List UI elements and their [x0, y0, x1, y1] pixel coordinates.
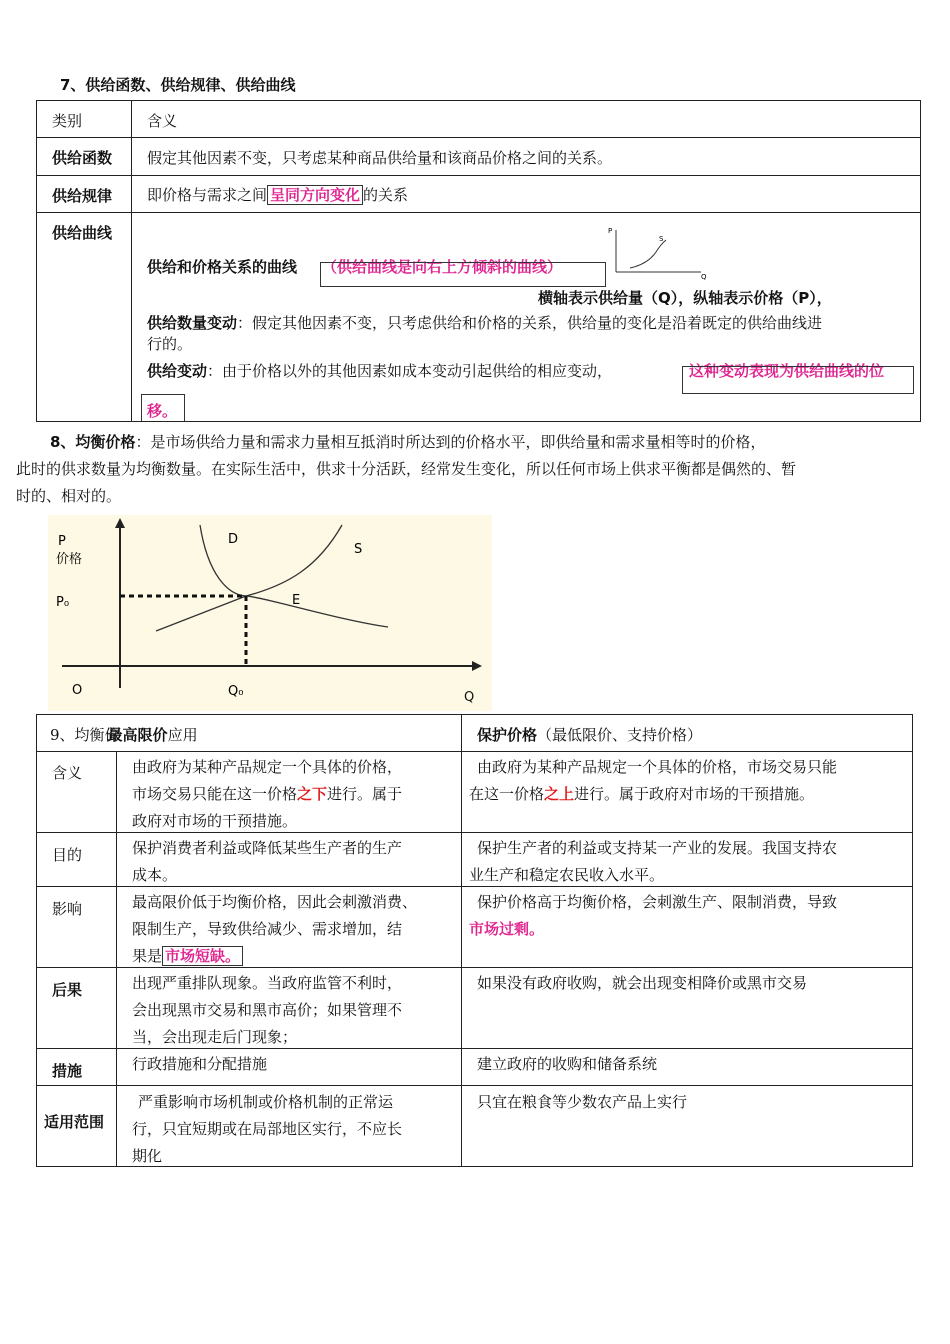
col-category-header: 类别 [52, 112, 83, 130]
mini-y-label: P [608, 227, 613, 235]
supply-curve-note: （供给曲线是向右上方倾斜的曲线） [322, 258, 563, 276]
supply-curve-line1: 供给和价格关系的曲线 [147, 258, 298, 276]
row-scope-label: 适用范围 [44, 1113, 105, 1131]
surplus-highlight: 市场过剩。 [469, 920, 545, 938]
row-meaning-max: 由政府为某种产品规定一个具体的价格， 市场交易只能在这一价格之下进行。属于 政府对市场的干预措施。 [132, 758, 403, 830]
origin-label: O [72, 683, 83, 698]
row-consequence-label: 后果 [52, 981, 83, 999]
table-header-right: 保护价格（最低限价、支持价格） [477, 726, 703, 744]
row-impact-label: 影响 [52, 900, 83, 918]
section8-title: 8、均衡价格 [50, 433, 136, 451]
row-measures-min: 建立政府的收购和储备系统 [477, 1055, 658, 1073]
supply-curve-axes: 横轴表示供给量（Q），纵轴表示价格（P）， [538, 289, 832, 307]
axis-label-price: 价格 [56, 552, 83, 567]
row-purpose-max: 保护消费者利益或降低某些生产者的生产 成本。 [132, 839, 403, 884]
chart-background [48, 515, 492, 711]
supply-change-box-2 [141, 394, 185, 421]
supply-function-text: 假定其他因素不变，只考虑某种商品供给量和该商品价格之间的关系。 [147, 149, 613, 167]
demand-label: D [228, 532, 239, 547]
supply-function-label: 供给函数 [52, 149, 113, 167]
axis-label-q: Q [464, 690, 475, 705]
section8-line3: 时的、相对的。 [16, 487, 122, 505]
q0-label: Q₀ [228, 684, 244, 699]
supply-change: 供给变动：由于价格以外的其他因素如成本变动引起供给的相应变动， [147, 362, 613, 380]
max-price-label: 最高限价 [107, 726, 168, 744]
supply-law-highlight: 呈同方向变化 [267, 185, 363, 205]
supply-curve-note-box [320, 262, 606, 287]
shortage-highlight: 市场短缺。 [162, 946, 243, 966]
row-measures-max: 行政措施和分配措施 [132, 1055, 268, 1073]
row-purpose-label: 目的 [52, 846, 83, 864]
supply-curve-label: 供给曲线 [52, 224, 113, 242]
supply-change-highlight-1: 这种变动表现为供给曲线的位 [689, 362, 885, 380]
supply-law-label: 供给规律 [52, 187, 113, 205]
row-impact-min: 保护价格高于均衡价格，会刺激生产、限制消费，导致 市场过剩。 [469, 889, 909, 943]
supply-law-text: 即价格与需求之间 呈同方向变化 的关系 [147, 186, 409, 204]
supply-change-highlight-2: 移。 [147, 402, 178, 420]
section8-line2: 此时的供求数量为均衡数量。在实际生活中，供求十分活跃，经常发生变化，所以任何市场上供求平衡都是偶然的、暂 [16, 460, 797, 478]
row-scope-min: 只宜在粮食等少数农产品上实行 [477, 1093, 688, 1111]
support-price-label: 保护价格 [477, 726, 538, 744]
equilibrium-chart [48, 515, 492, 711]
col-meaning-header: 含义 [147, 112, 178, 130]
supply-qty-change: 供给数量变动：假定其他因素不变，只考虑供给和价格的关系，供给量的变化是沿着既定的供给曲线进 行的。 [147, 314, 823, 353]
section7-heading: 7、供给函数、供给规律、供给曲线 [60, 76, 296, 94]
row-consequence-max: 出现严重排队现象。当政府监管不利时， 会出现黑市交易和黑市高价；如果管理不 当，会出现走后门现象； [132, 974, 403, 1046]
row-consequence-min: 如果没有政府收购，就会出现变相降价或黑市交易 [477, 974, 808, 992]
row-scope-max: 严重影响市场机制或价格机制的正常运 行，只宜短期或在局部地区实行，不应长 期化 [132, 1093, 403, 1165]
supply-label: S [354, 542, 363, 557]
p0-label: P₀ [56, 595, 70, 610]
equilibrium-label: E [292, 593, 301, 608]
row-meaning-label: 含义 [52, 764, 83, 782]
mini-x-label: Q [701, 273, 707, 280]
row-measures-label: 措施 [52, 1062, 83, 1080]
mini-supply-curve [630, 240, 666, 268]
mini-supply-chart [606, 224, 716, 280]
section8-paragraph: 8、均衡价格：是市场供给力量和需求力量相互抵消时所达到的价格水平，即供给量和需求量相等时的价格， [50, 433, 766, 451]
row-meaning-min: 由政府为某种产品规定一个具体的价格，市场交易只能 在这一价格之上进行。属于政府对市场的干预措施。 [469, 758, 838, 803]
supply-change-box [682, 366, 914, 394]
table-header-left: 9、均衡价最高限价应用 [50, 726, 198, 744]
row-impact-max: 最高限价低于均衡价格，因此会刺激消费、 限制生产，导致供给减少、需求增加，结 果是 市场短缺。 [132, 893, 418, 965]
row-purpose-min: 保护生产者的利益或支持某一产业的发展。我国支持农 业生产和稳定农民收入水平。 [469, 839, 838, 884]
mini-curve-label: S [659, 235, 664, 243]
axis-label-p: P [58, 534, 66, 549]
